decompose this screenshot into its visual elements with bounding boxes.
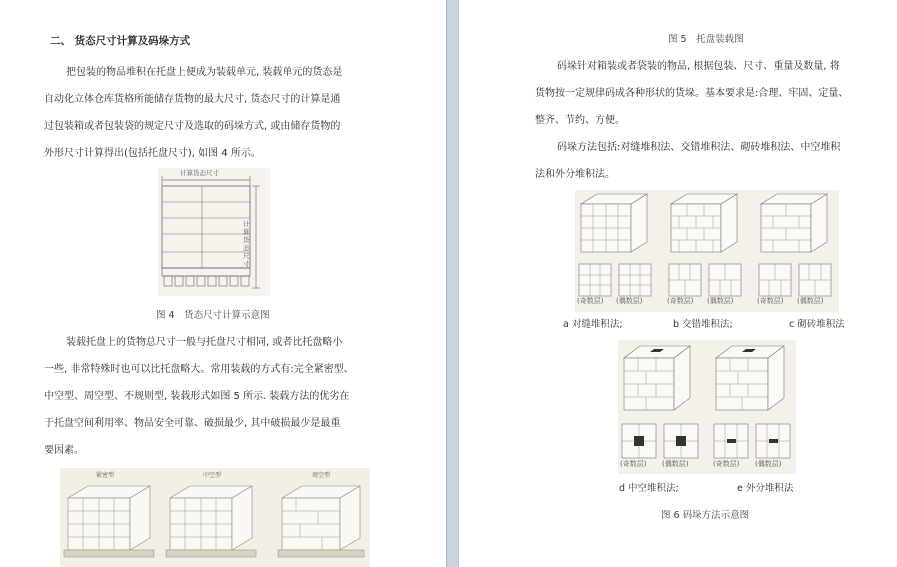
figure-4-side-label: 计算货态尺寸 <box>243 220 250 268</box>
paragraph-line: 中空型、周空型、不规则型, 装载形式如图 5 所示. 装载方法的优劣在 <box>44 391 350 402</box>
layer-label-even: (偶数层) <box>755 460 782 468</box>
paragraph-line: 装载托盘上的货物总尺寸一般与托盘尺寸相同, 或者比托盘略小 <box>66 337 343 348</box>
subcaption-d: d 中空堆积法; <box>619 483 679 494</box>
page-gutter <box>446 0 459 567</box>
subcaption-b: b 交错堆积法; <box>673 319 733 330</box>
subcaption-a: a 对缝堆积法; <box>563 319 623 330</box>
layer-label-even: (偶数层) <box>662 460 689 468</box>
paragraph-line: 码垛方法包括:对缝堆积法、交错堆积法、砌砖堆积法、中空堆积 <box>557 142 841 153</box>
figure-6-stacking-abc <box>575 190 839 312</box>
figure-5-label-perimeter: 周空型 <box>312 472 331 479</box>
paragraph-line: 码垛针对箱装或者袋装的物品, 根据包装、尺寸、重量及数量, 将 <box>557 61 840 72</box>
layer-label-odd: (奇数层) <box>577 297 604 305</box>
layer-label-odd: (奇数层) <box>757 297 784 305</box>
figure-4-cargo-dimension <box>158 168 270 296</box>
left-page <box>0 0 446 567</box>
paragraph-line: 外形尺寸计算得出(包括托盘尺寸), 如图 4 所示。 <box>44 148 261 159</box>
paragraph-line: 自动化立体仓库货格所能储存货物的最大尺寸, 货态尺寸的计算是通 <box>44 94 341 105</box>
figure-6-stacking-de <box>618 340 796 474</box>
paragraph-line: 要因素。 <box>44 445 84 456</box>
layer-label-even: (偶数层) <box>616 297 643 305</box>
layer-label-odd: (奇数层) <box>620 460 647 468</box>
figure-5-pallet-loading <box>60 468 370 567</box>
paragraph-line: 一些, 非常特殊时也可以比托盘略大。常用装载的方式有:完全紧密型、 <box>44 364 354 375</box>
paragraph-line: 于托盘空间利用率、物品安全可靠、破损最少, 其中破损最少是最重 <box>44 418 341 429</box>
section-heading: 二、 货态尺寸计算及码垛方式 <box>50 35 191 47</box>
layer-label-odd: (奇数层) <box>713 460 740 468</box>
layer-label-odd: (奇数层) <box>667 297 694 305</box>
right-page <box>459 0 897 567</box>
paragraph-line: 把包装的物品堆积在托盘上便成为装载单元, 装载单元的货态是 <box>66 67 343 78</box>
paragraph-line: 法和外分堆积法。 <box>535 169 615 180</box>
layer-label-even: (偶数层) <box>797 297 824 305</box>
paragraph-line: 整齐、节约、方便。 <box>535 115 625 126</box>
figure-5-label-dense: 紧密型 <box>96 472 115 479</box>
subcaption-e: e 外分堆积法 <box>737 483 794 494</box>
figure-5-label-hollow: 中空型 <box>203 472 222 479</box>
layer-label-even: (偶数层) <box>707 297 734 305</box>
paragraph-line: 过包装箱或者包装袋的规定尺寸及选取的码垛方式, 或由储存货物的 <box>44 121 341 132</box>
subcaption-c: c 砌砖堆积法 <box>789 319 845 330</box>
figure-4-top-label: 计算货态尺寸 <box>180 169 219 177</box>
figure-4-caption: 图 4 货态尺寸计算示意图 <box>156 310 270 321</box>
figure-5-caption: 图 5 托盘装载图 <box>668 34 744 45</box>
figure-6-caption: 图 6 码垛方法示意图 <box>661 510 750 521</box>
paragraph-line: 货物按一定规律码成各种形状的货垛。基本要求是:合理、牢固、定量、 <box>535 88 849 99</box>
